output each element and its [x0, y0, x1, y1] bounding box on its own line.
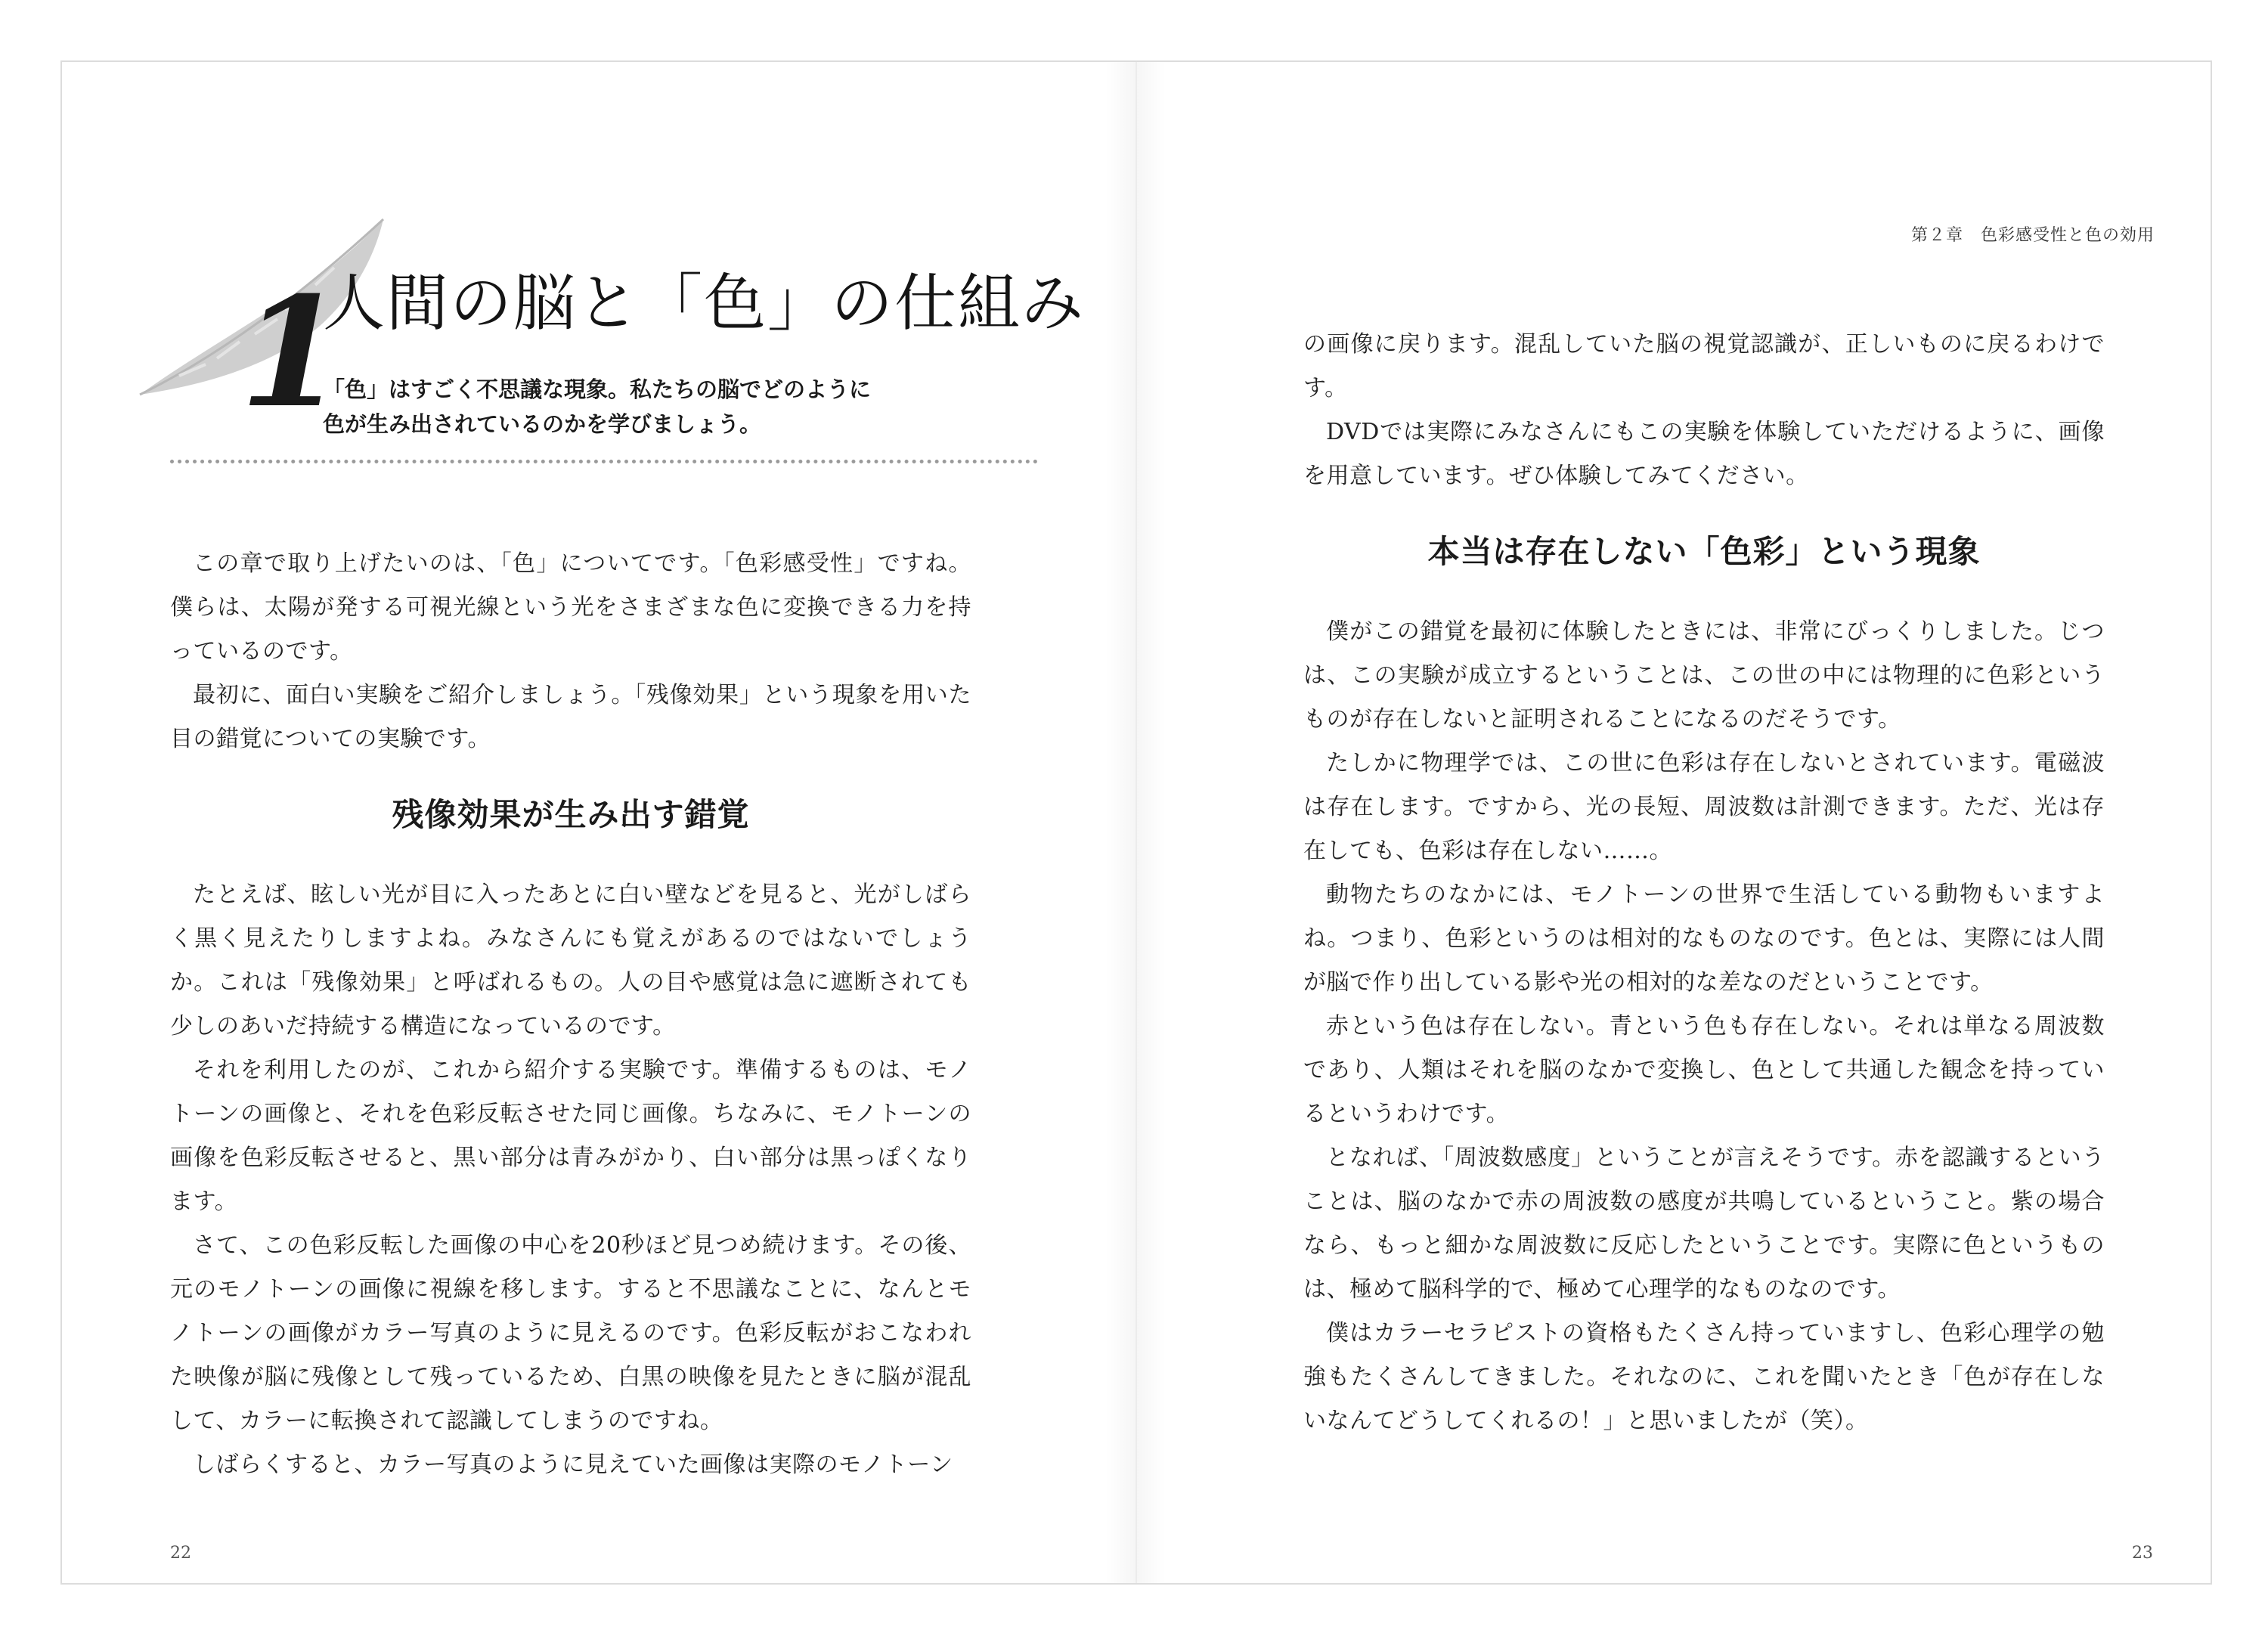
paragraph: しばらくすると、カラー写真のように見えていた画像は実際のモノトーン: [193, 1452, 953, 1478]
paragraph: さて、この色彩反転した画像の中心を20秒ほど見つめ続けます。その後、元のモノトーンの画像に視線を移します。すると不思議なことに、なんとモノトーンの画像がカラー写真のように見えるのです。色彩反転がおこなわれた映像が脳に残像として残っているため、白黒の映像を見たときに脳が混乱して、カラーに転換されて認識してしまうのですね。: [170, 1232, 971, 1434]
left-body-text: [170, 542, 971, 1487]
paragraph: 僕がこの錯覚を最初に体験したときには、非常にびっくりしました。じつは、この実験が成立するということは、この世の中には物理的に色彩というものが存在しないと証明されることになるのだそうです。: [1303, 618, 2105, 733]
book-spread: [60, 60, 2212, 1585]
paragraph: 動物たちのなかには、モノトーンの世界で生活している動物もいますよね。つまり、色彩というのは相対的なものなのです。色とは、実際には人間が脳で作り出している影や光の相対的な差なのだということです。: [1303, 881, 2105, 996]
chapter-lead-line: 「色」はすごく不思議な現象。私たちの脳でどのように: [323, 376, 872, 402]
chapter-lead: [323, 372, 871, 442]
right-page: [1137, 62, 2211, 1583]
paragraph: この章で取り上げたいのは、「色」についてです。「色彩感受性」ですね。僕らは、太陽が発する可視光線という光をさまざまな色に変換できる力を持っているのです。: [170, 550, 971, 665]
paragraph: 赤という色は存在しない。青という色も存在しない。それは単なる周波数であり、人類はそれを脳のなかで変換し、色として共通した観念を持っているというわけです。: [1303, 1013, 2105, 1127]
section-subheading: 本当は存在しない「色彩」という現象: [1427, 533, 1981, 570]
running-header: 第２章 色彩感受性と色の効用: [1910, 226, 2155, 245]
paragraph: たしかに物理学では、この世に色彩は存在しないとされています。電磁波は存在します。ですから、光の長短、周波数は計測できます。ただ、光は存在しても、色彩は存在しない……。: [1303, 750, 2105, 864]
paragraph: となれば、「周波数感度」ということが言えそうです。赤を認識するということは、脳のなかで赤の周波数の感度が共鳴しているということ。紫の場合なら、もっと細かな周波数に反応したということです。実際に色というものは、極めて脳科学的で、極めて心理学的なものなのです。: [1303, 1145, 2105, 1303]
paragraph: 最初に、面白い実験をご紹介しましょう。「残像効果」という現象を用いた目の錯覚についての実験です。: [170, 682, 971, 752]
right-body-text: [1303, 323, 2105, 1443]
paragraph: たとえば、眩しい光が目に入ったあとに白い壁などを見ると、光がしばらく黒く見えたりしますよね。みなさんにも覚えがあるのではないでしょうか。これは「残像効果」と呼ばれるもの。人の目や感覚は急に遮断されても少しのあいだ持続する構造になっているのです。: [170, 881, 971, 1039]
chapter-title: 人間の脳と「色」の仕組み: [323, 268, 1086, 339]
section-subheading: 残像効果が生み出す錯覚: [392, 796, 750, 833]
dotted-divider: [170, 460, 1038, 463]
paragraph: の画像に戻ります。混乱していた脳の視覚認識が、正しいものに戻るわけです。: [1303, 331, 2105, 401]
page-number: 23: [2132, 1544, 2153, 1563]
page-number: 22: [170, 1544, 191, 1563]
chapter-lead-line: 色が生み出されているのかを学びましょう。: [323, 411, 762, 437]
paragraph: DVDでは実際にみなさんにもこの実験を体験していただけるように、画像を用意しています。ぜひ体験してみてください。: [1303, 419, 2105, 489]
chapter-number: 1: [240, 264, 345, 442]
paragraph: それを利用したのが、これから紹介する実験です。準備するものは、モノトーンの画像と、それを色彩反転させた同じ画像。ちなみに、モノトーンの画像を色彩反転させると、黒い部分は青みがかり、白い部分は黒っぽくなります。: [170, 1057, 971, 1215]
paragraph: 僕はカラーセラピストの資格もたくさん持っていますし、色彩心理学の勉強もたくさんしてきました。それなのに、これを聞いたとき「色が存在しないなんてどうしてくれるの！」と思いましたが（笑）。: [1303, 1320, 2105, 1434]
left-page: [62, 62, 1136, 1583]
